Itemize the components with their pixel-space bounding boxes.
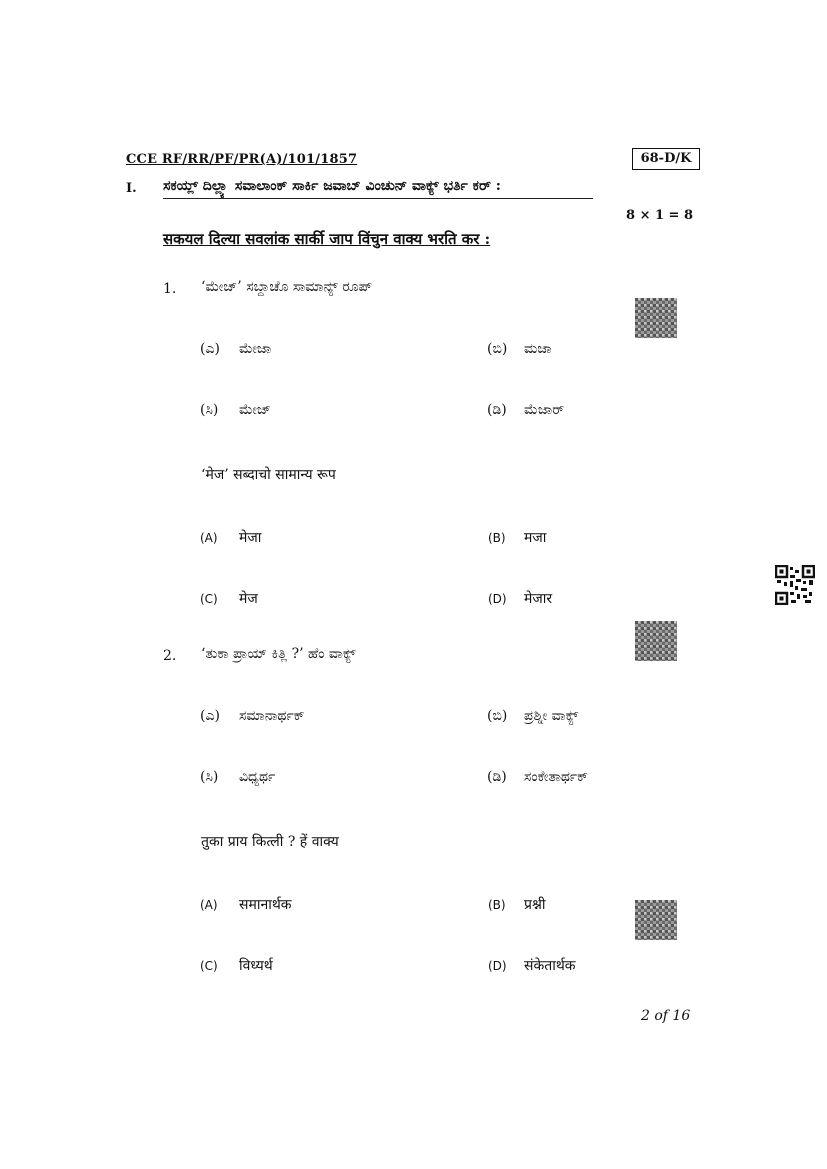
option-text: ಸಂಕೇತಾರ್ಥಕ್ <box>524 769 589 785</box>
option-label: (A) <box>200 898 218 912</box>
option-text: समानार्थक <box>239 897 292 913</box>
option-label: (ಎ) <box>200 708 220 724</box>
option-text: विध्यर्थ <box>239 958 273 974</box>
option-label: (C) <box>200 592 218 606</box>
option-text: ಸಮಾನಾರ್ಥಕ್ <box>239 708 305 724</box>
option-label: (ಸಿ) <box>200 769 219 785</box>
option-text: ಪ್ರಶ್ನೀ ವಾಕ್ಯ್ <box>524 708 579 724</box>
option-text: ಮೇಜ್ <box>239 402 271 418</box>
question-text-kannada: ‘ತುಕಾ ಪ್ರಾಯ್ ಕಿತ್ಲಿ ?’ ಹೆಂ ವಾಕ್ಯ್ <box>201 646 356 662</box>
option-label: (A) <box>200 531 218 545</box>
option-label: (ಎ) <box>200 341 220 357</box>
option-text: ಮೇಜಾ <box>239 341 272 357</box>
option-label: (D) <box>488 592 507 606</box>
question-number: 1. <box>163 281 177 297</box>
option-text: मजा <box>524 530 547 546</box>
option-text: संकेतार्थक <box>524 958 576 974</box>
page-number: 2 of 16 <box>641 1008 691 1024</box>
option-label: (ಸಿ) <box>200 402 219 418</box>
option-text: मेज <box>239 591 258 607</box>
question-number: 2. <box>163 648 177 664</box>
option-text: प्रश्नी <box>524 897 546 913</box>
section-instruction-kannada: ಸಕಯ್ಲ್ ದಿಲ್ಲ್ಯಾ ಸವಾಲಾಂಕ್ ಸಾರ್ಕಿ ಜವಾಬ್ ವಿಂಚುನ್ ವಾಕ್ಯ್ ಭರ್ತಿ ಕರ್ : <box>163 178 593 199</box>
section-number: I. <box>126 181 137 196</box>
section-instruction-devanagari: सकयल दिल्या सवलांक सार्की जाप विंचुन वाक्य भरति कर : <box>163 230 491 248</box>
option-text: ಮೆಜಾರ್ <box>524 402 565 418</box>
question-text-kannada: ‘ಮೇಜ್’ ಸಬ್ದಾಚೊ ಸಾಮಾನ್ಯ್ ರೂಪ್ <box>201 279 373 295</box>
option-text: मेजार <box>524 591 553 607</box>
option-label: (D) <box>488 959 507 973</box>
option-label: (C) <box>200 959 218 973</box>
qr-code-icon <box>635 621 677 661</box>
option-label: (B) <box>488 531 506 545</box>
option-label: (ಬಿ) <box>487 341 508 357</box>
option-label: (B) <box>488 898 506 912</box>
option-label: (ಬಿ) <box>487 708 508 724</box>
qr-code-icon <box>635 900 677 940</box>
section-marks: 8 × 1 = 8 <box>626 208 694 223</box>
question-text-devanagari: ‘मेज’ सब्दाचो सामान्य रूप <box>201 467 336 483</box>
option-label: (ಡಿ) <box>487 402 507 418</box>
question-text-devanagari: तुका प्राय कित्ली ? हें वाक्य <box>201 834 339 850</box>
paper-version-box: 68-D/K <box>632 148 700 170</box>
paper-code: CCE RF/RR/PF/PR(A)/101/1857 <box>126 152 358 167</box>
qr-code-icon <box>775 565 815 605</box>
qr-code-icon <box>635 298 677 338</box>
option-text: मेजा <box>239 530 262 546</box>
option-label: (ಡಿ) <box>487 769 507 785</box>
option-text: ಮಜಾ <box>524 341 552 357</box>
option-text: ವಿಧ್ಯರ್ಥ <box>239 769 276 785</box>
